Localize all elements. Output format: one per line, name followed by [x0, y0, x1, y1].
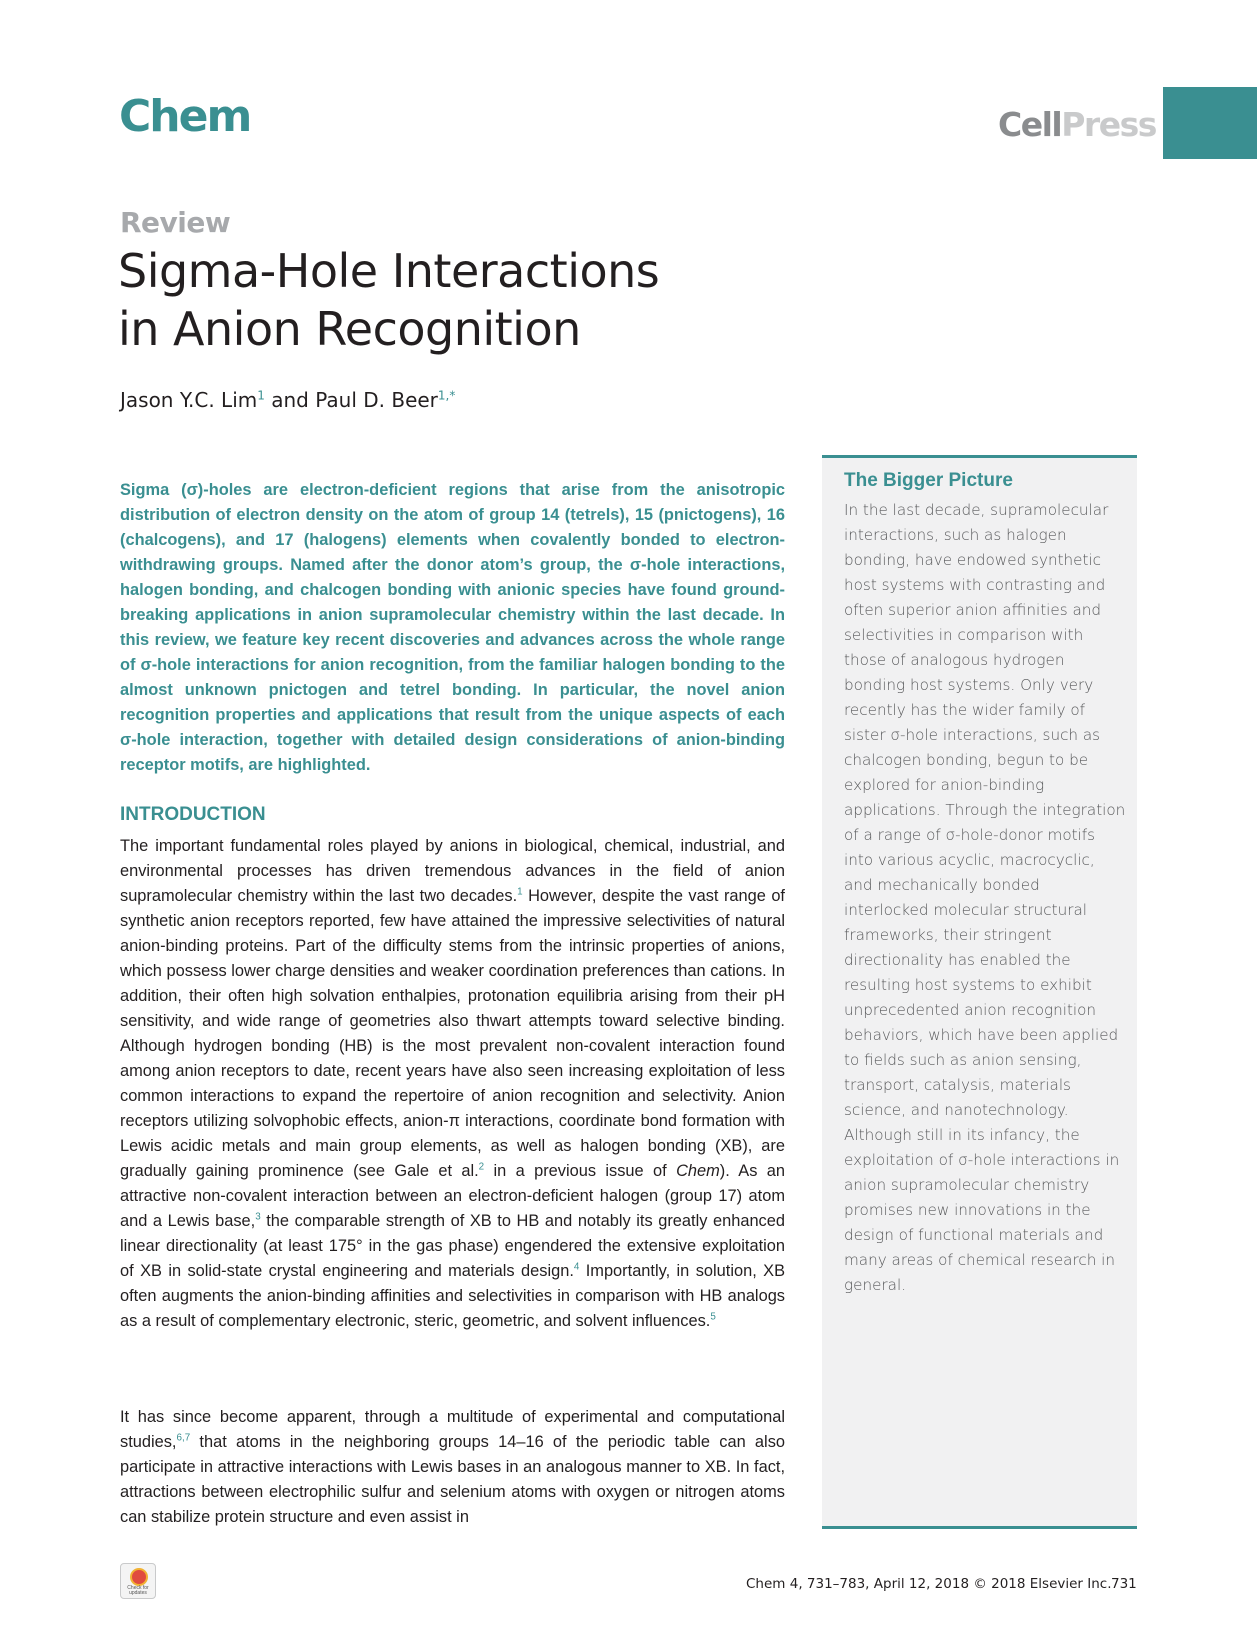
journal-logo: Chem [119, 91, 251, 142]
reference-link[interactable]: 3 [255, 1211, 261, 1223]
publisher-logo-cell: Cell [998, 105, 1062, 144]
text-run: The important fundamental roles played by anions in biological, chemical, industrial, and environmental processes has driven tremendous advances in the field of anion supramolecular chemistry within the last two decades. [120, 837, 785, 905]
article-type: Review [120, 206, 231, 239]
author-list [120, 388, 455, 412]
footer-citation: Chem 4, 731–783, April 12, 2018 © 2018 Elsevier Inc. [746, 1576, 1112, 1592]
text-run: the comparable strength of XB to HB and notably its greatly enhanced linear directionality (at least 175° in the gas phase) engendered the extensive exploitation of XB in solid-state crystal engineering and materials design. [120, 1212, 785, 1280]
page-number: 731 [1111, 1576, 1137, 1592]
sidebar-heading: The Bigger Picture [844, 470, 1013, 491]
reference-link[interactable]: 4 [573, 1261, 580, 1273]
author-name: Paul D. Beer [315, 388, 438, 412]
text-run: It has since become apparent, through a multitude of experimental and computational studies, [120, 1408, 785, 1451]
body-paragraph [120, 834, 785, 1334]
title-line-2: in Anion Recognition [118, 302, 581, 356]
reference-link[interactable]: 5 [710, 1311, 716, 1323]
reference-link[interactable]: 6,7 [176, 1432, 191, 1444]
text-run: Importantly, in solution, XB often augments the anion-binding affinities and selectivities in comparison with HB analogs as a result of complementary electronic, steric, geometric, and solvent influences. [120, 1262, 786, 1330]
journal-name-italic: Chem [676, 1162, 720, 1180]
text-run: ). As an attractive non-covalent interaction between an electron-deficient halogen (group 17) atom and a Lewis base, [120, 1162, 785, 1230]
affiliation-marker[interactable]: 1 [257, 388, 265, 403]
reference-link[interactable]: 2 [478, 1161, 485, 1173]
sidebar-text: In the last decade, supramolecular interactions, such as halogen bonding, have endowed synthetic host systems with contrasting and often superior anion affinities and selectivities in comparison with those of analogous hydrogen bonding host systems. Only very recently has the wider family of sister σ-hole interactions, such as chalcogen bonding, begun to be explored for anion-binding applications. Through the integration of a range of σ-hole-donor motifs into various acyclic, macrocyclic, and mechanically bonded interlocked molecular structural frameworks, their stringent directionality has enabled the resulting host systems to exhibit unprecedented anion recognition behaviors, which have been applied to fields such as anion sensing, transport, catalysis, materials science, and nanotechnology. Although still in its infancy, the exploitation of σ-hole interactions in anion supramolecular chemistry promises new innovations in the design of functional materials and many areas of chemical research in general. [844, 501, 1126, 1294]
bigger-picture-sidebar [822, 455, 1137, 1529]
section-heading-introduction: INTRODUCTION [120, 804, 266, 825]
author-separator: and [264, 388, 316, 412]
text-run: However, despite the vast range of synthetic anion receptors reported, few have attained the impressive selectivities of natural anion-binding proteins. Part of the difficulty stems from the intrinsic properties of anions, which possess lower charge densities and weaker coordination preferences than cations. In addition, their often high solvation enthalpies, protonation equilibria arising from their pH sensitivity, and wide range of geometries also thwart attempts toward selective binding. Although hydrogen bonding (HB) is the most prevalent non-covalent interaction found among anion receptors to date, recent years have also seen increasing exploitation of less common interactions to expand the repertoire of anion recognition and selectivity. Anion receptors utilizing solvophobic effects, anion-π interactions, coordinate bond formation with Lewis acidic metals and main group elements, as well as halogen bonding (XB), are gradually gaining prominence (see Gale et al. [120, 887, 785, 1180]
crossmark-label: Check for updates [127, 1585, 149, 1596]
article-title [118, 242, 818, 358]
abstract: Sigma (σ)-holes are electron-deficient regions that arise from the anisotropic distribution of electron density on the atom of group 14 (tetrels), 15 (pnictogens), 16 (chalcogens), and 17 (halogens) elements when covalently bonded to electron-withdrawing groups. Named after the donor atom’s group, the σ-hole interactions, halogen bonding, and chalcogen bonding with anionic species have found ground-breaking applications in anion supramolecular chemistry within the last decade. In this review, we feature key recent discoveries and advances across the whole range of σ-hole interactions for anion recognition, from the familiar halogen bonding to the almost unknown pnictogen and tetrel bonding. In particular, the novel anion recognition properties and applications that result from the unique aspects of each σ-hole interaction, together with detailed design considerations of anion-binding receptor motifs, are highlighted. [120, 481, 785, 774]
author-name: Jason Y.C. Lim [120, 388, 258, 412]
crossmark-dot [130, 1568, 148, 1586]
publisher-logo-press: Press [1061, 105, 1156, 144]
reference-link[interactable]: 1 [517, 886, 523, 898]
text-run: that atoms in the neighboring groups 14–16 of the periodic table can also participate in attractive interactions with Lewis bases in an analogous manner to XB. In fact, attractions between electrophilic sulfur and selenium atoms with oxygen or nitrogen atoms can stabilize protein structure and even assist in [120, 1433, 785, 1526]
check-for-updates-icon[interactable] [120, 1563, 156, 1599]
corner-tab [1163, 87, 1257, 159]
text-run: in a previous issue of [484, 1162, 677, 1180]
body-paragraph [120, 1405, 785, 1530]
affiliation-marker[interactable]: 1,* [437, 388, 456, 403]
publisher-logo [998, 105, 1156, 144]
title-line-1: Sigma-Hole Interactions [118, 244, 660, 298]
